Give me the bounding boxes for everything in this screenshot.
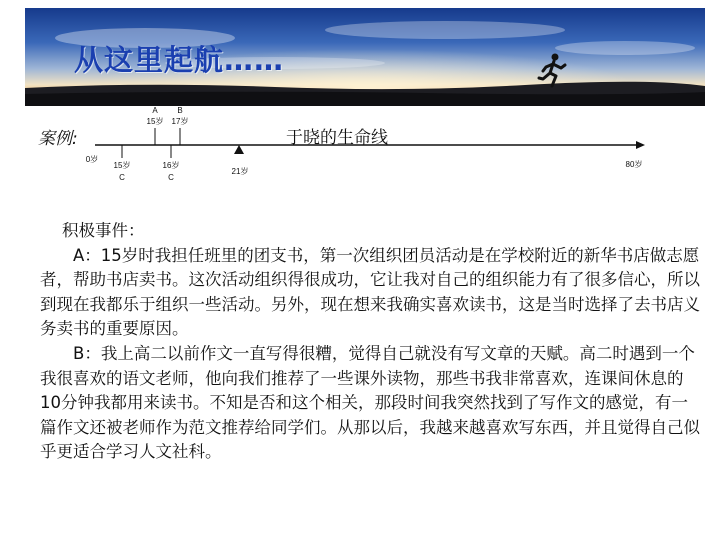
paragraph-a: A：15岁时我担任班里的团支书，第一次组织团员活动是在学校附近的新华书店做志愿者，帮助书店卖书。这次活动组织得很成功，它让我对自己的组织能力有了很多信心，所以到现在我都乐于组织一些活动。另外，现在想来我确实喜欢读书，这是当时选择了去书店义务卖书的重要原因。 — [40, 245, 700, 339]
age-marker-80 — [626, 159, 643, 169]
svg-text:21岁: 21岁 — [231, 167, 249, 176]
timeline-arrowhead — [636, 141, 645, 149]
event-marker-C2 — [163, 145, 180, 182]
event-marker-A — [147, 106, 164, 145]
lifeline-title: 于晓的生命线 — [286, 128, 388, 148]
section-heading: 积极事件： — [62, 221, 145, 240]
svg-text:0岁: 0岁 — [85, 155, 99, 164]
case-label: 案例: — [38, 129, 78, 149]
svg-text:A: A — [152, 106, 158, 115]
svg-text:B: B — [177, 106, 183, 115]
story-text — [40, 219, 702, 465]
svg-text:C: C — [119, 173, 125, 182]
event-marker-C1 — [114, 145, 131, 182]
svg-text:C: C — [168, 173, 174, 182]
paragraph-b: B：我上高二以前作文一直写得很糟，觉得自己就没有写文章的天赋。高二时遇到一个我很喜欢的语文老师，他向我们推荐了一些课外读物，那些书我非常喜欢，连课间休息的10分钟我都用来读书。不知是否和这个相关，那段时间我突然找到了写作文的感觉，有一篇作文还被老师作为范文推荐给同学们。从那以后，我越来越喜欢写东西，并且觉得自己似乎更适合学习人文社科。 — [40, 343, 700, 462]
svg-text:80岁: 80岁 — [625, 160, 643, 169]
page-title: 从这里起航…… — [74, 43, 285, 77]
svg-text:15岁: 15岁 — [146, 117, 164, 126]
svg-text:16岁: 16岁 — [162, 161, 180, 170]
event-marker-B — [172, 106, 189, 145]
age-marker-0 — [86, 154, 98, 164]
svg-text:15岁: 15岁 — [113, 161, 131, 170]
lifeline-timeline — [0, 0, 720, 200]
current-age-marker — [232, 145, 249, 176]
svg-text:17岁: 17岁 — [171, 117, 189, 126]
